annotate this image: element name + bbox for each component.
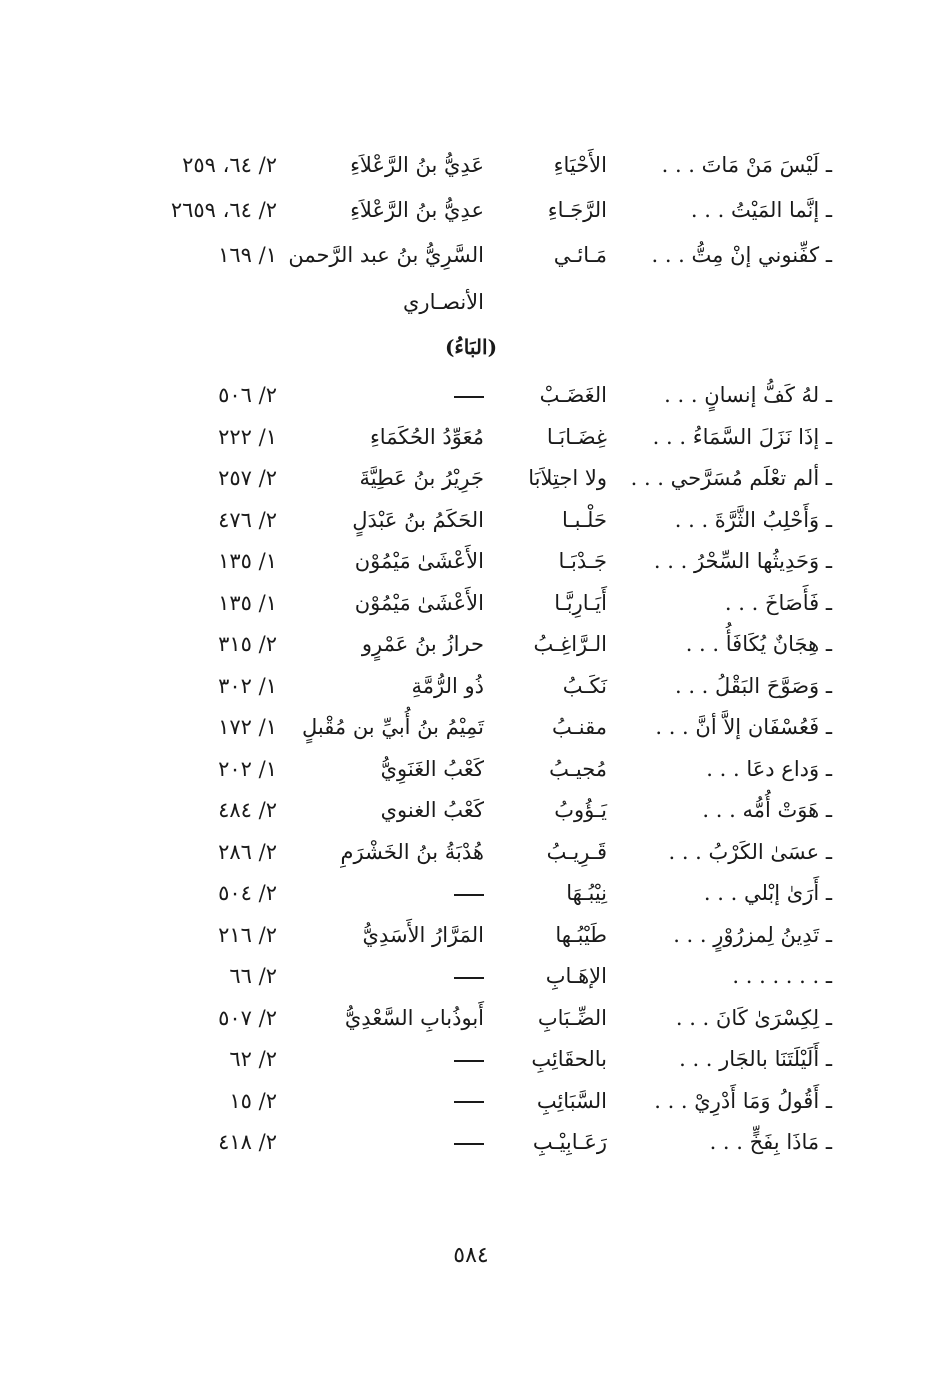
table-row: [0, 998, 942, 1038]
verse-opening: ـ لهُ كَفُّ إنسانٍ . . .: [664, 383, 832, 407]
volume-page-ref: ٢/ ٢٨٦: [218, 839, 277, 864]
verse-opening: ـ أَقُولُ وَمَا أَدْرِيْ . . .: [654, 1088, 832, 1113]
table-row: [0, 145, 942, 185]
unknown-poet-dash: [254, 873, 484, 913]
table-row: [0, 873, 942, 913]
poet-name: هُدْبَةُ بنُ الخَشْرَمِ: [340, 839, 484, 864]
rhyme-word: غِضَـابَـا: [546, 424, 607, 449]
poet-name: الحَكَمُ بنُ عَبْدَلٍ: [352, 507, 484, 532]
rhyme-word: حَلْـبـا: [562, 507, 607, 532]
verse-opening: ـ أَرَىٰ إبْلي . . .: [703, 881, 832, 905]
rhyme-word: جَـدْبَـا: [558, 549, 607, 573]
volume-page-ref: ١/ ٢٢٢: [218, 424, 277, 449]
rhyme-word: الأَحْيَاءِ: [553, 153, 607, 177]
table-row: [0, 832, 942, 872]
volume-page-ref: ١/ ١٧٢: [218, 715, 277, 739]
volume-page-ref: ٢/ ٣١٥: [218, 632, 277, 656]
volume-page-ref: ٢/ ٥٠٤: [218, 881, 277, 905]
table-row: [0, 666, 942, 706]
rhyme-word: قَـرِيـبُ: [546, 839, 607, 864]
unknown-poet-dash: [254, 1081, 484, 1121]
verse-opening: ـ فَأَصَاخَ . . .: [724, 590, 832, 615]
verse-opening: ـ ألم تعْلَم مُسَرَّحي . . .: [630, 466, 832, 490]
table-row: [0, 790, 942, 830]
table-row: [0, 190, 942, 230]
table-row: [0, 500, 942, 540]
rhyme-word: الضِّـبَابِ: [537, 1005, 607, 1030]
rhyme-word: مَـائـي: [553, 243, 607, 267]
poet-name: تَمِيْمُ بنُ أُبيِّ بن مُقْبلٍ: [302, 715, 484, 739]
poet-name: كَعْبُ الغَنَوِيُّ: [380, 756, 484, 781]
table-row: [0, 417, 942, 457]
rhyme-word: نَكَـبُ: [562, 673, 607, 698]
poet-name: المَرَّارُ الأَسَدِيُّ: [362, 922, 484, 947]
verse-opening: ـ هَوَتْ أُمُّه . . .: [702, 798, 832, 822]
table-row: [0, 541, 942, 581]
volume-page-ref: ٢/ ١٥: [229, 1088, 277, 1113]
poet-name: جَرِيْرُ بنُ عَطِيَّةَ: [359, 466, 484, 490]
unknown-poet-dash: [254, 1039, 484, 1079]
verse-opening: ـ إذَا نَزَلَ السَّمَاءُ . . .: [652, 424, 832, 449]
table-row: [0, 1081, 942, 1121]
rhyme-word: طَيْبُـها: [555, 922, 607, 947]
rhyme-word: نِيْبُـهَا: [566, 881, 607, 905]
rhyme-word: مقنـبُ: [552, 715, 607, 739]
rhyme-word: مُجيـبُ: [549, 756, 607, 781]
verse-opening: ـ وَحَدِيثُها السِّحْرُ . . .: [653, 549, 832, 573]
unknown-poet-dash: [254, 1122, 484, 1162]
volume-page-ref: ١/ ٢٠٢: [218, 756, 277, 781]
volume-page-ref: ٢/ ٢١٦: [218, 922, 277, 947]
verse-opening: ـ وَصَوَّحَ البَقْلُ . . .: [674, 673, 832, 698]
poet-name: أَبوذُبابِ السَّعْدِيُّ: [344, 1005, 484, 1030]
rhyme-word: أَيَـارِبَّـا: [554, 590, 607, 615]
verse-opening: ـ كفِّنوني إنْ مِتُّ . . .: [651, 243, 832, 267]
rhyme-word: الإهَـابِ: [545, 964, 607, 988]
table-row: [0, 749, 942, 789]
volume-page-ref: ٢/ ٤٨٤: [218, 798, 277, 822]
verse-opening: ـ هِجَانٌ يُكَافَأُ . . .: [685, 632, 832, 656]
verse-opening: ـ تَدِينُ لِمزرُوْرٍ . . .: [673, 922, 832, 947]
volume-page-ref: ٢/ ٦٦: [229, 964, 277, 988]
verse-opening: ـ . . . . . . .: [732, 964, 832, 988]
verse-opening: ـ فَعُسْفَان إلاَّ أنَّ . . .: [655, 715, 832, 739]
rhyme-word: ولا اجتِلاَبَا: [528, 466, 607, 490]
volume-page-ref: ٢/ ٦٤، ٢٥٩: [182, 153, 277, 177]
verse-opening: ـ وَأَحْلِبُ الثَّرَّةَ . . .: [674, 507, 832, 532]
table-row: [0, 235, 942, 275]
rhyme-word: الغَضَـبْ: [539, 383, 607, 407]
volume-page-ref: ١/ ١٣٥: [218, 549, 277, 573]
poet-name: عدِيُّ بنُ الرَّعْلاَءِ: [350, 198, 484, 222]
table-row: [0, 583, 942, 623]
volume-page-ref: ٢/ ٢٥٧: [218, 466, 277, 490]
unknown-poet-dash: [254, 375, 484, 415]
volume-page-ref: ٢/ ٦٢: [229, 1047, 277, 1071]
verse-opening: ـ لَيْسَ مَنْ مَاتَ . . .: [661, 153, 832, 177]
volume-page-ref: ٢/ ٥٠٦: [218, 383, 277, 407]
volume-page-ref: ٢/ ٦٤، ٢٦٥٩: [170, 198, 277, 222]
volume-page-ref: ١/ ١٣٥: [218, 590, 277, 615]
poet-name: عَدِيُّ بنُ الرَّعْلاَءِ: [350, 153, 484, 177]
poet-name: الأَعْشَىٰ مَيْمُوْن: [354, 549, 484, 573]
volume-page-ref: ٢/ ٥٠٧: [218, 1005, 277, 1030]
rhyme-word: الرَّجَـاءِ: [547, 198, 607, 222]
table-row: [0, 624, 942, 664]
verse-opening: ـ إنَّما المَيْتُ . . .: [690, 198, 832, 222]
poet-name-continuation: الأنصـاري: [403, 290, 484, 314]
unknown-poet-dash: [254, 956, 484, 996]
rhyme-word: يَـؤُوبُ: [554, 798, 607, 822]
poet-name: مُعَوِّدُ الحُكَمَاءِ: [369, 424, 484, 449]
poet-name: كَعْبُ الغنوي: [380, 798, 484, 822]
volume-page-ref: ٢/ ٤٧٦: [218, 507, 277, 532]
table-row: [0, 458, 942, 498]
verse-opening: ـ وَداع دعَا . . .: [706, 756, 832, 781]
verse-opening: ـ مَاذَا بِفَخٍّ . . .: [709, 1130, 832, 1154]
rhyme-word: رَعَـابِيْـبِ: [532, 1130, 607, 1154]
table-row: [0, 915, 942, 955]
poet-name: حرازُ بنُ عَمْرٍو: [361, 632, 484, 656]
section-heading: (البَاءُ): [444, 335, 498, 359]
poet-name: الأَعْشَىٰ مَيْمُوْن: [354, 590, 484, 615]
verse-opening: ـ لِكِسْرَىٰ كَانَ . . .: [675, 1005, 832, 1030]
poet-name: السَّرِيُّ بنُ عبد الرَّحمن: [288, 243, 484, 267]
table-row: [0, 956, 942, 996]
table-row: [0, 1039, 942, 1079]
volume-page-ref: ٢/ ٤١٨: [218, 1130, 277, 1154]
table-row: [0, 375, 942, 415]
table-row: [0, 707, 942, 747]
table-row: [0, 1122, 942, 1162]
volume-page-ref: ١/ ٣٠٢: [218, 673, 277, 698]
rhyme-word: السَّبَائِبِ: [536, 1088, 607, 1113]
page-number: ٥٨٤: [453, 1243, 489, 1268]
verse-opening: ـ عسَىٰ الكَرْبُ . . .: [668, 839, 832, 864]
verse-opening: ـ أَلَيْلَتَنَا بالجَار . . .: [679, 1047, 832, 1071]
rhyme-word: بالحقَائِبِ: [531, 1047, 607, 1071]
volume-page-ref: ١/ ١٦٩: [218, 243, 277, 267]
rhyme-word: الـرَّاغِـبُ: [533, 632, 607, 656]
poet-name: ذُو الرُّمَّةِ: [411, 673, 484, 698]
